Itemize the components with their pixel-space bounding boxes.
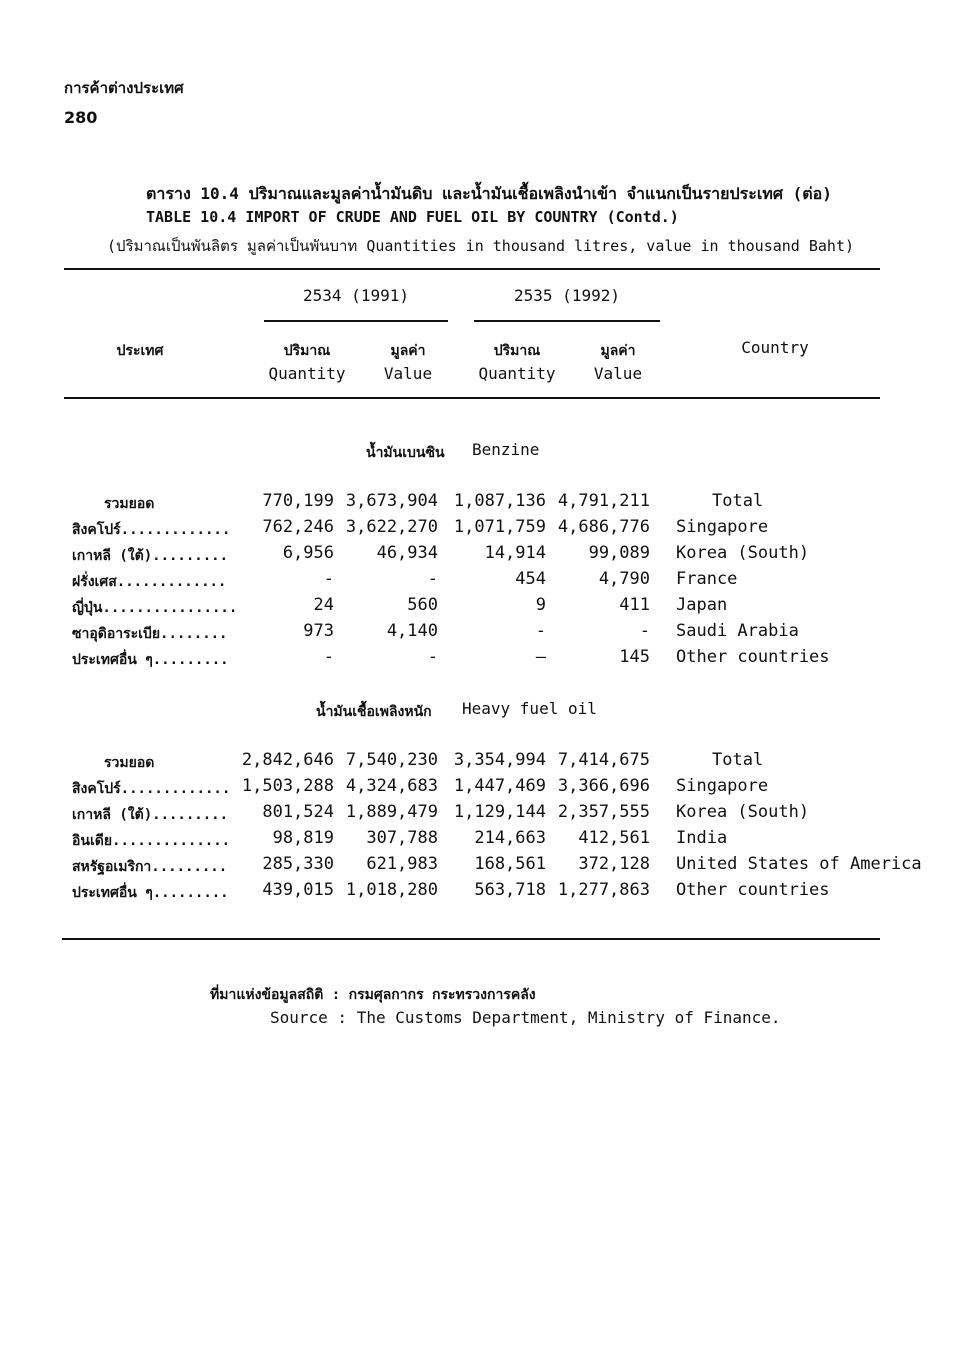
table-row: [0, 750, 966, 774]
row-qty-1991: 762,246: [262, 517, 334, 537]
row-country-english: France: [676, 569, 738, 589]
section-title-english: Heavy fuel oil: [462, 699, 597, 718]
row-qty-1991: 770,199: [262, 491, 334, 511]
row-qty-1992: 214,663: [474, 828, 546, 848]
row-val-1992: 411: [619, 595, 650, 615]
year-1991-header: 2534 (1991): [303, 286, 409, 305]
table-row: [0, 595, 966, 619]
table-title-thai: ตาราง 10.4 ปริมาณและมูลค่าน้ำมันดิบ และน้ำมันเชื้อเพลิงนำเข้า จำแนกเป็นรายประเทศ (ต่อ): [146, 184, 832, 203]
row-val-1991: 3,673,904: [345, 491, 438, 511]
running-header: การค้าต่างประเทศ: [64, 79, 184, 97]
val-1991-header-english: Value: [383, 364, 433, 383]
row-val-1991: 560: [407, 595, 438, 615]
source-english: Source : The Customs Department, Ministry of Finance.: [270, 1008, 781, 1027]
row-val-1991: 621,983: [366, 854, 438, 874]
table-row: [0, 802, 966, 826]
qty-1991-header-thai: ปริมาณ: [283, 343, 331, 359]
row-country-thai: ประเทศอื่น ๆ.........: [72, 885, 229, 901]
row-qty-1992: 3,354,994: [453, 750, 546, 770]
row-country-thai: รวมยอด: [104, 496, 155, 512]
row-country-thai: เกาหลี (ใต้).........: [72, 548, 229, 564]
row-qty-1992: -: [535, 621, 546, 641]
row-qty-1992: 168,561: [474, 854, 546, 874]
row-country-english: Other countries: [676, 647, 830, 667]
row-qty-1991: 1,503,288: [241, 776, 334, 796]
row-qty-1991: 98,819: [272, 828, 334, 848]
section-title-english: Benzine: [472, 440, 540, 459]
row-country-english: India: [676, 828, 728, 848]
row-val-1992: 1,277,863: [557, 880, 650, 900]
table-row: [0, 647, 966, 671]
row-country-thai: ประเทศอื่น ๆ.........: [72, 652, 229, 668]
row-country-thai: สิงคโปร์.............: [72, 781, 231, 797]
row-val-1992: 7,414,675: [557, 750, 650, 770]
table-row: [0, 854, 966, 878]
row-qty-1992: —: [535, 647, 546, 667]
table-top-rule: [64, 268, 880, 270]
table-row: [0, 491, 966, 515]
year-1992-underline: [474, 320, 660, 322]
row-country-english: Korea (South): [676, 543, 810, 563]
row-val-1992: 2,357,555: [557, 802, 650, 822]
table-row: [0, 776, 966, 800]
row-val-1992: 4,791,211: [557, 491, 650, 511]
table-bottom-rule: [62, 938, 880, 940]
table-row: [0, 880, 966, 904]
source-thai: ที่มาแห่งข้อมูลสถิติ : กรมศุลกากร กระทรวงการคลัง: [210, 987, 536, 1003]
table-row: [0, 621, 966, 645]
row-val-1991: 7,540,230: [345, 750, 438, 770]
row-val-1991: -: [427, 647, 438, 667]
val-1991-header-thai: มูลค่า: [390, 343, 426, 359]
row-country-english: Total: [712, 491, 764, 511]
table-row: [0, 828, 966, 852]
table-row: [0, 569, 966, 593]
page-number: 280: [64, 108, 98, 127]
row-country-english: United States of America: [676, 854, 922, 874]
table-row: [0, 517, 966, 541]
row-val-1992: -: [639, 621, 650, 641]
row-country-thai: ญี่ปุ่น................: [72, 600, 238, 616]
row-val-1992: 145: [619, 647, 650, 667]
year-1991-underline: [264, 320, 448, 322]
row-country-thai: รวมยอด: [104, 755, 155, 771]
row-qty-1991: 439,015: [262, 880, 334, 900]
table-title-english: TABLE 10.4 IMPORT OF CRUDE AND FUEL OIL BY COUNTRY (Contd.): [146, 208, 679, 226]
row-qty-1992: 1,447,469: [453, 776, 546, 796]
row-val-1992: 99,089: [588, 543, 650, 563]
row-val-1991: 3,622,270: [345, 517, 438, 537]
row-country-english: Japan: [676, 595, 728, 615]
row-val-1991: 307,788: [366, 828, 438, 848]
year-1992-header: 2535 (1992): [514, 286, 620, 305]
country-header-english: Country: [741, 338, 809, 357]
row-qty-1992: 563,718: [474, 880, 546, 900]
row-val-1991: 1,889,479: [345, 802, 438, 822]
qty-1991-header-english: Quantity: [268, 364, 346, 383]
country-header-thai: ประเทศ: [116, 343, 164, 359]
row-qty-1991: 801,524: [262, 802, 334, 822]
row-country-thai: สิงคโปร์.............: [72, 522, 231, 538]
row-val-1991: 4,324,683: [345, 776, 438, 796]
row-qty-1992: 454: [515, 569, 546, 589]
row-qty-1991: 6,956: [282, 543, 334, 563]
table-units-note: (ปริมาณเป็นพันลิตร มูลค่าเป็นพันบาท Quantities in thousand litres, value in thousand Baht): [107, 237, 855, 255]
row-country-thai: ซาอุดิอาระเบีย........: [72, 626, 228, 642]
row-qty-1991: 24: [313, 595, 334, 615]
row-qty-1991: -: [323, 569, 334, 589]
val-1992-header-thai: มูลค่า: [600, 343, 636, 359]
row-country-english: Singapore: [676, 776, 769, 796]
row-qty-1991: 973: [303, 621, 334, 641]
header-bottom-rule: [64, 397, 880, 399]
row-country-thai: เกาหลี (ใต้).........: [72, 807, 229, 823]
table-row: [0, 543, 966, 567]
row-qty-1991: 2,842,646: [241, 750, 334, 770]
row-qty-1992: 1,087,136: [453, 491, 546, 511]
row-val-1991: 4,140: [386, 621, 438, 641]
row-country-thai: ฝรั่งเศส.............: [72, 574, 227, 590]
section-title-thai: น้ำมันเชื้อเพลิงหนัก: [316, 704, 432, 720]
row-val-1991: 46,934: [376, 543, 438, 563]
row-country-english: Other countries: [676, 880, 830, 900]
row-country-english: Korea (South): [676, 802, 810, 822]
row-qty-1992: 9: [535, 595, 546, 615]
val-1992-header-english: Value: [593, 364, 643, 383]
row-val-1992: 4,686,776: [557, 517, 650, 537]
qty-1992-header-thai: ปริมาณ: [493, 343, 541, 359]
row-country-english: Total: [712, 750, 764, 770]
row-val-1991: -: [427, 569, 438, 589]
row-val-1992: 4,790: [598, 569, 650, 589]
row-country-english: Singapore: [676, 517, 769, 537]
row-qty-1991: 285,330: [262, 854, 334, 874]
row-qty-1992: 14,914: [484, 543, 546, 563]
row-country-thai: อินเดีย..............: [72, 833, 231, 849]
row-val-1992: 3,366,696: [557, 776, 650, 796]
section-title-thai: น้ำมันเบนซิน: [366, 445, 445, 461]
row-qty-1991: -: [323, 647, 334, 667]
row-val-1992: 412,561: [578, 828, 650, 848]
row-country-english: Saudi Arabia: [676, 621, 799, 641]
qty-1992-header-english: Quantity: [478, 364, 556, 383]
row-country-thai: สหรัฐอเมริกา.........: [72, 859, 228, 875]
row-val-1991: 1,018,280: [345, 880, 438, 900]
row-qty-1992: 1,129,144: [453, 802, 546, 822]
row-qty-1992: 1,071,759: [453, 517, 546, 537]
row-val-1992: 372,128: [578, 854, 650, 874]
